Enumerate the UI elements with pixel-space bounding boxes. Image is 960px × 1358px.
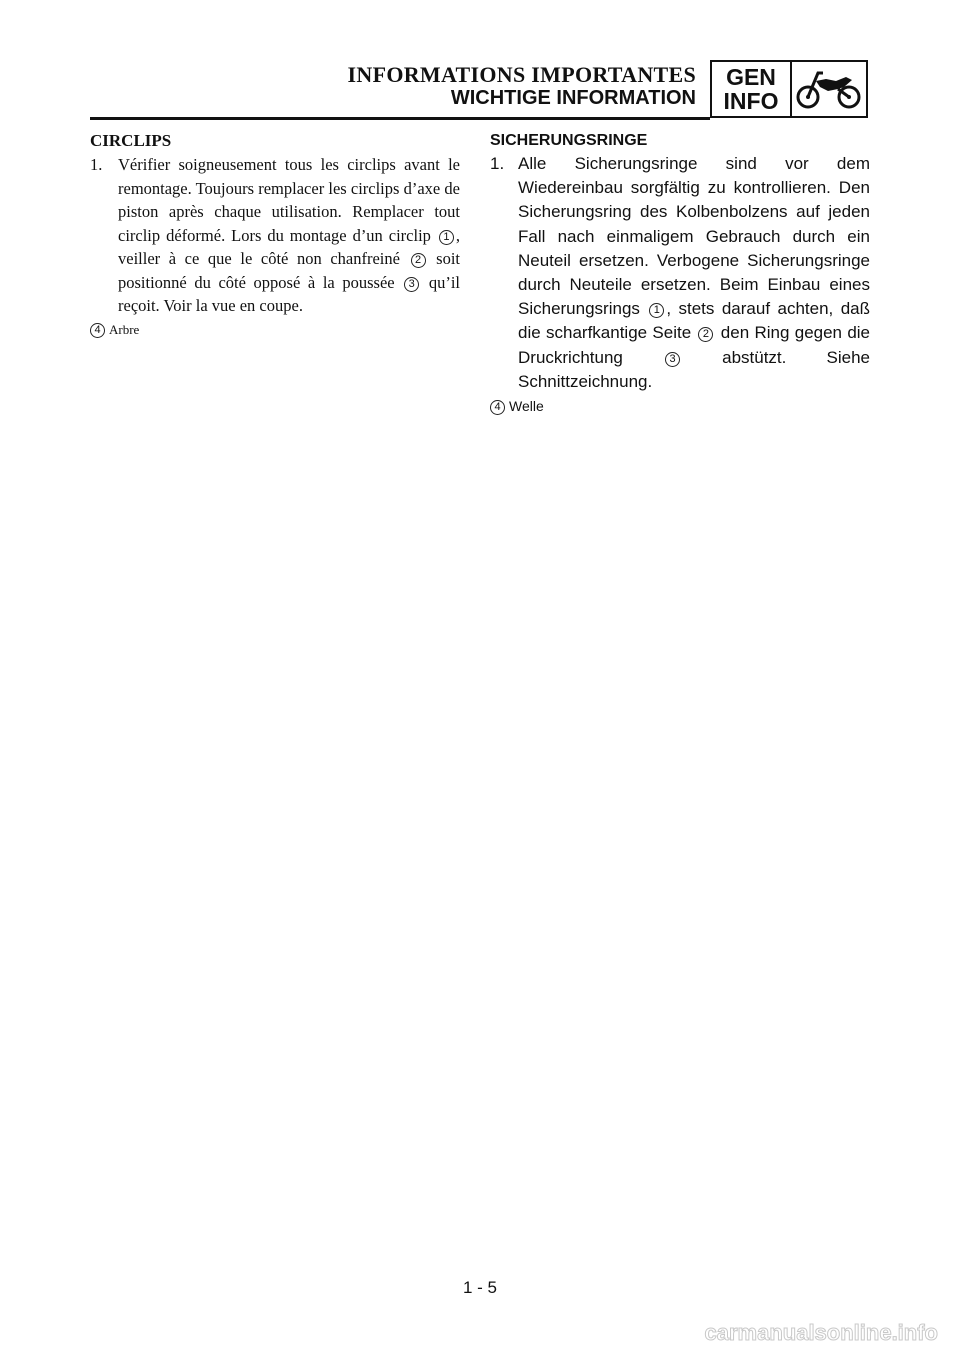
callout-2: 2 [411,253,426,268]
page-number: 1 - 5 [462,1278,498,1297]
item-number: 1. [490,154,505,173]
badge-text [712,62,792,116]
legend-text: Welle [509,398,544,415]
header-rule [90,117,710,120]
list-item-fr-1 [90,153,460,318]
callout-4: 4 [490,400,505,415]
callout-1: 1 [439,230,454,245]
header-title-de: WICHTIGE INFORMATION [450,87,696,109]
legend-de [490,398,870,415]
section-title-de: SICHERUNGSRINGE [490,132,648,149]
gen-info-badge [710,60,868,118]
motorcycle-icon [796,67,862,111]
legend-fr [90,322,460,338]
item-text: abstützt. Siehe Schnittzeichnung. [518,347,870,391]
callout-3: 3 [404,277,419,292]
item-text: soit positionné du côté opposé à la poussée [118,249,460,292]
item-text: Alle Sicherungsringe sind vor dem Wiedereinbau sorgfältig zu kontrollieren. Den Sicherungsring des Kolbenbolzens auf jeden Fall nach einmaligem Gebrauch durch ein Neuteil ersetzen. Verbogene Sicherungsringe durch Neuteile ersetzen. Beim Einbau eines Sicherungsrings [518,154,870,319]
item-text: , stets darauf achten, daß die scharfkantige Seite [518,299,870,343]
callout-2: 2 [698,327,713,342]
section-title-fr: CIRCLIPS [90,131,172,150]
callout-4: 4 [90,323,105,338]
item-text: , veiller à ce que le côté non chanfreiné [118,225,460,268]
item-number: 1. [90,155,103,174]
item-text: den Ring gegen die Druckrichtung [518,323,871,367]
badge-line-2: INFO [723,88,779,114]
french-column [90,130,460,338]
item-text: Vérifier soigneusement tous les circlips avant le remontage. Toujours remplacer les circlips d’axe de piston après chaque utilisation. Remplacer tout circlip déformé. Lors du montage d’un circlip [118,155,460,245]
legend-text: Arbre [109,321,140,337]
german-column [490,130,870,415]
badge-line-1: GEN [726,64,776,90]
callout-3: 3 [665,352,680,367]
callout-1: 1 [649,303,664,318]
item-text: qu’il reçoit. Voir la vue en coupe. [118,272,460,315]
watermark-link[interactable]: carmanualsonline.info [704,1320,938,1345]
badge-icon-cell [792,62,866,116]
list-item-de-1 [490,152,870,394]
header-title-fr: INFORMATIONS IMPORTANTES [347,62,696,87]
